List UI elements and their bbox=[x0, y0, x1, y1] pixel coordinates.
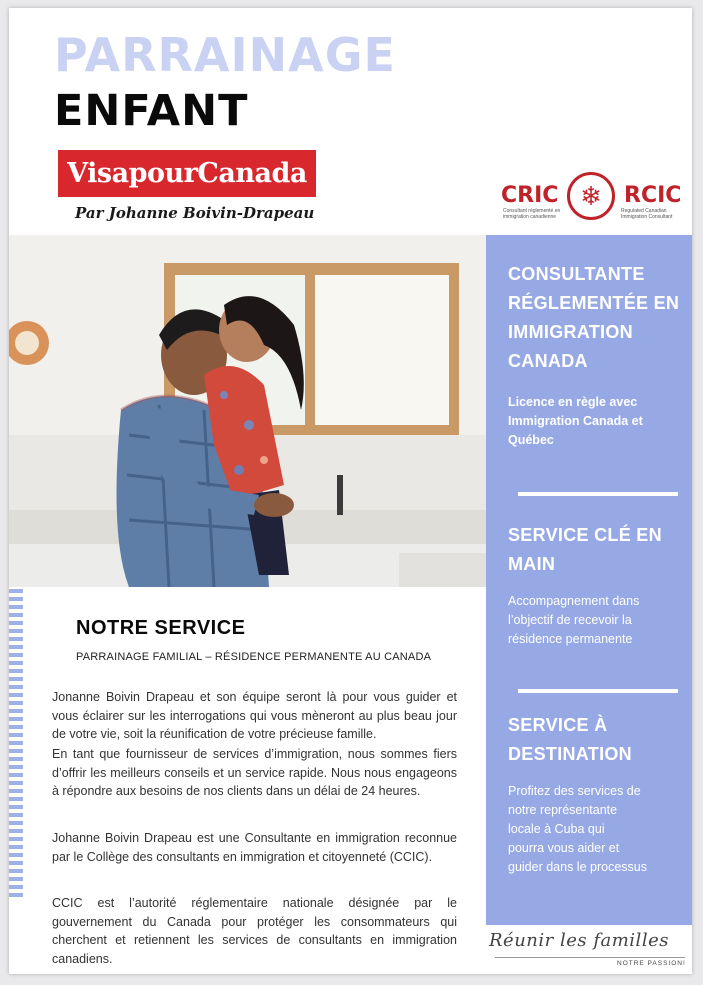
maple-leaf-icon: ❄ bbox=[567, 172, 615, 220]
family-photo bbox=[9, 235, 486, 587]
cric-subtitle: Consultant réglementé en immigration canadienne bbox=[503, 208, 561, 220]
info-sidebar bbox=[486, 235, 692, 925]
brochure-page bbox=[9, 8, 692, 974]
signature-rule bbox=[495, 957, 685, 958]
page-title-line1: PARRAINAGE bbox=[54, 28, 396, 82]
rcic-label: RCIC bbox=[624, 183, 682, 208]
sidebar-licence-text: Licence en règle avec Immigration Canada et Québec bbox=[508, 395, 643, 447]
body-paragraph: En tant que fournisseur de services d’immigration, nous sommes fiers d’offrir les meilleurs conseils et un service rapide. Nous nous engageons à répondre aux besoins de nos clients dans un délai de 24 heures. bbox=[52, 747, 457, 798]
sidebar-heading-destination: SERVICE À DESTINATION bbox=[508, 715, 632, 764]
cric-rcic-logo bbox=[499, 170, 689, 230]
signature-script: Réunir les familles bbox=[489, 930, 669, 951]
sidebar-destination-text: Profitez des services de notre représentante locale à Cuba qui pourra vous aider et guider dans le processus bbox=[508, 784, 647, 874]
body-paragraph: CCIC est l’autorité réglementaire nationale désignée par le gouvernement du Canada pour protéger les consommateurs qui cherchent et retiennent les services de consultants en immigration canadiens. bbox=[52, 896, 457, 966]
section-title: NOTRE SERVICE bbox=[76, 617, 246, 639]
rcic-subtitle: Regulated Canadian Immigration Consultant bbox=[621, 208, 673, 220]
page-title-line2: ENFANT bbox=[54, 86, 249, 136]
section-subtitle: PARRAINAGE FAMILIAL – RÉSIDENCE PERMANENTE AU CANADA bbox=[76, 651, 432, 663]
signature-tagline: NOTRE PASSION! bbox=[617, 960, 686, 967]
sidebar-heading-consultante: CONSULTANTE RÉGLEMENTÉE EN IMMIGRATION CANADA bbox=[508, 264, 680, 371]
sidebar-divider bbox=[518, 689, 678, 693]
body-paragraph: Jonanne Boivin Drapeau et son équipe seront là pour vous guider et vous éclairer sur les interrogations qui vous mèneront au plus beau jour de votre vie, soit la réunification de votre précieuse famille. bbox=[52, 690, 457, 741]
cric-label: CRIC bbox=[501, 183, 559, 208]
body-paragraph: Johanne Boivin Drapeau est une Consultante en immigration reconnue par le Collège des consultants en immigration et citoyenneté (CCIC). bbox=[52, 831, 457, 864]
brand-byline: Par Johanne Boivin-Drapeau bbox=[75, 204, 315, 222]
signature-footer bbox=[487, 925, 692, 974]
sidebar-accompagnement-text: Accompagnement dans l’objectif de recevoir la résidence permanente bbox=[508, 594, 640, 646]
sidebar-heading-service-cle: SERVICE CLÉ EN MAIN bbox=[508, 525, 662, 574]
family-photo-illustration bbox=[9, 235, 486, 587]
decorative-dash-strip bbox=[9, 589, 23, 899]
visapourcanada-logo: VisapourCanada bbox=[58, 150, 316, 197]
sidebar-divider bbox=[518, 492, 678, 496]
